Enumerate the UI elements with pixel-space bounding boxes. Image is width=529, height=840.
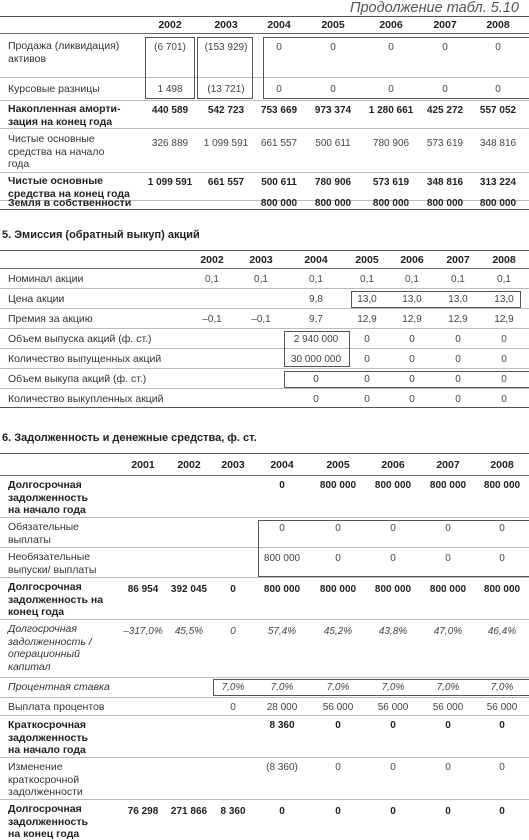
table-cell: 0 [409, 374, 415, 385]
row-label: Процентная ставка [8, 681, 110, 693]
table-cell: 271 866 [170, 806, 208, 817]
table-cell: 0 [330, 84, 336, 95]
table-cell: 780 906 [372, 138, 410, 149]
table-cell: 800 000 [483, 584, 521, 595]
table-cell: 9,7 [309, 314, 323, 325]
table-cell: 0 [364, 334, 370, 345]
row-label: Долгосрочная задолженность / операционный капитал [8, 623, 92, 673]
row-label: Обязательные выплаты [8, 521, 80, 546]
table-cell: 800 000 [263, 584, 301, 595]
table-header [0, 17, 529, 34]
year-header: 2007 [436, 459, 460, 471]
table-cell: 0 [445, 523, 451, 534]
row-label: Накопленная аморти- зация на конец года [8, 103, 121, 128]
table-cell: 0,1 [254, 274, 268, 285]
table-cell: 0 [230, 626, 236, 637]
table-cell: 557 052 [479, 105, 517, 116]
table-cell: 500 611 [315, 138, 351, 149]
table-cell: 753 669 [260, 105, 298, 116]
table-cell: 12,9 [402, 314, 422, 325]
table-cell: 326 889 [151, 138, 189, 149]
table-row [0, 34, 529, 78]
table-row [0, 289, 529, 309]
table-cell: 0 [501, 374, 507, 385]
row-label: Выплата процентов [8, 701, 105, 713]
row-label: Номинал акции [8, 273, 84, 285]
table-row [0, 129, 529, 173]
table-cell: 313 224 [479, 177, 517, 188]
table-cell: 780 906 [314, 177, 352, 188]
table-cell: 12,9 [357, 314, 377, 325]
table-row [0, 101, 529, 129]
table-cell: –0,1 [202, 314, 222, 325]
table-cell: 56 000 [486, 702, 518, 713]
table-cell: 0 [445, 806, 451, 817]
table-cell: 0 [455, 354, 461, 365]
table-cell: 573 619 [372, 177, 410, 188]
table-cell: 0 [279, 480, 285, 491]
table-cell: –317,0% [123, 626, 163, 637]
table-row [0, 620, 529, 678]
table-cell: 0 [364, 354, 370, 365]
table-cell: 13,0 [402, 294, 422, 305]
table-cell: 0 [501, 394, 507, 405]
table-cell: 0 [442, 42, 448, 53]
table-cell: 573 619 [426, 138, 464, 149]
table-cell: 0 [330, 42, 336, 53]
year-header: 2006 [379, 19, 403, 31]
year-header: 2005 [355, 254, 379, 266]
table-cell: 12,9 [448, 314, 468, 325]
table-cell: (6 701) [154, 42, 186, 53]
year-header: 2006 [381, 459, 405, 471]
table-row [0, 78, 529, 101]
table-cell: 1 099 591 [203, 138, 249, 149]
table-cell: 800 000 [260, 198, 298, 209]
year-header: 2002 [200, 254, 224, 266]
table-cell: 0 [335, 553, 341, 564]
table-cell: 1 498 [157, 84, 183, 95]
row-label: Долгосрочная задолженность на начало года [8, 479, 88, 516]
table-cell: 43,8% [378, 626, 408, 637]
share-issue-table [0, 250, 529, 408]
table-cell: 800 000 [314, 198, 352, 209]
row-label: Количество выпущенных акций [8, 353, 162, 365]
table-cell: 800 000 [319, 480, 357, 491]
table-cell: (153 929) [204, 42, 248, 53]
table-cell: 56 000 [322, 702, 354, 713]
row-label: Премия за акцию [8, 313, 93, 325]
row-label: Количество выкупленных акций [8, 393, 164, 405]
year-header: 2005 [326, 459, 350, 471]
table-cell: 0 [409, 354, 415, 365]
year-header: 2003 [214, 19, 238, 31]
table-cell: 0 [230, 584, 236, 595]
table-cell: 500 611 [261, 177, 297, 188]
table-cell: 7,0% [381, 682, 405, 693]
table-cell: 0 [335, 720, 341, 731]
table-cell: 0 [390, 720, 396, 731]
table-cell: 0,1 [451, 274, 465, 285]
year-header: 2004 [270, 459, 294, 471]
table-cell: 0,1 [497, 274, 511, 285]
table-cell: 13,0 [357, 294, 377, 305]
table-row [0, 716, 529, 758]
table-row [0, 678, 529, 698]
table-row [0, 309, 529, 329]
table-row [0, 269, 529, 289]
table-cell: 0 [409, 334, 415, 345]
table-cell: 0 [388, 42, 394, 53]
table-cell: 661 557 [207, 177, 245, 188]
table-cell: 542 723 [207, 105, 245, 116]
table-cell: 7,0% [221, 682, 245, 693]
table-cell: 0,1 [405, 274, 419, 285]
year-header: 2006 [400, 254, 424, 266]
table-cell: 86 954 [127, 584, 159, 595]
year-header: 2002 [158, 19, 182, 31]
year-header: 2002 [177, 459, 201, 471]
year-header: 2008 [490, 459, 514, 471]
row-label: Изменение краткосрочной задолженности [8, 761, 83, 798]
table-cell: 0 [409, 394, 415, 405]
table-cell: 425 272 [426, 105, 464, 116]
table-cell: 0 [390, 523, 396, 534]
table-cell: 0 [276, 84, 282, 95]
table-cell: 800 000 [426, 198, 464, 209]
table-cell: (13 721) [207, 84, 245, 95]
year-header: 2005 [321, 19, 345, 31]
row-label: Продажа (ликвидация) активов [8, 40, 120, 65]
table-cell: 45,2% [323, 626, 353, 637]
table-cell: 661 557 [260, 138, 298, 149]
table-cell: 0,1 [205, 274, 219, 285]
table-cell: 0 [499, 720, 505, 731]
table-cell: 7,0% [270, 682, 294, 693]
table-cell: 0 [313, 394, 319, 405]
table-cell: 0 [335, 806, 341, 817]
table-cell: 0 [501, 354, 507, 365]
table-continuation-caption: Продолжение табл. 5.10 [349, 0, 519, 16]
table-row [0, 329, 529, 349]
row-label: Чистые основные средства на конец года [8, 175, 130, 200]
table-row [0, 197, 529, 211]
table-cell: 0 [313, 374, 319, 385]
table-cell: 0 [495, 42, 501, 53]
table-cell: 46,4% [487, 626, 517, 637]
table-cell: 800 000 [429, 480, 467, 491]
row-label: Объем выкупа акций (ф. ст.) [8, 373, 147, 385]
table-cell: 7,0% [436, 682, 460, 693]
table-header [0, 251, 529, 269]
table-cell: 0 [499, 762, 505, 773]
row-label: Необязательные выпуски/ выплаты [8, 551, 97, 576]
table-cell: 1 280 661 [368, 105, 414, 116]
table-cell: 800 000 [319, 584, 357, 595]
table-cell: 0 [501, 334, 507, 345]
table-cell: 0 [499, 553, 505, 564]
table-cell: 392 045 [170, 584, 208, 595]
table-cell: 0,1 [309, 274, 323, 285]
table-cell: 0 [455, 374, 461, 385]
year-header: 2003 [249, 254, 273, 266]
table-row [0, 389, 529, 409]
year-header: 2001 [131, 459, 155, 471]
table-cell: 0 [230, 702, 236, 713]
table-cell: 800 000 [372, 198, 410, 209]
table-cell: 13,0 [494, 294, 514, 305]
table-row [0, 548, 529, 578]
table-cell: 8 360 [220, 806, 246, 817]
table-cell: 0 [442, 84, 448, 95]
year-header: 2004 [304, 254, 328, 266]
table-cell: 800 000 [263, 553, 301, 564]
table-cell: 45,5% [174, 626, 204, 637]
row-label: Долгосрочная задолженность на конец года [8, 581, 104, 618]
table-cell: 800 000 [374, 480, 412, 491]
table-cell: 28 000 [266, 702, 298, 713]
table-cell: 0 [276, 42, 282, 53]
table-cell: 0 [335, 523, 341, 534]
section-title: 6. Задолженность и денежные средства, ф. ст. [2, 432, 257, 444]
table-cell: 30 000 000 [290, 354, 342, 365]
table-row [0, 369, 529, 389]
table-cell: 0 [445, 720, 451, 731]
year-header: 2008 [486, 19, 510, 31]
table-row [0, 698, 529, 716]
table-cell: 0,1 [360, 274, 374, 285]
year-header: 2003 [221, 459, 245, 471]
table-cell: 0 [364, 394, 370, 405]
table-header [0, 454, 529, 476]
table-cell: 8 360 [269, 720, 295, 731]
table-cell: 76 298 [127, 806, 159, 817]
table-cell: 1 099 591 [147, 177, 193, 188]
table-cell: 0 [499, 806, 505, 817]
table-cell: –0,1 [251, 314, 271, 325]
table-cell: 973 374 [314, 105, 352, 116]
year-header: 2004 [267, 19, 291, 31]
table-cell: 13,0 [448, 294, 468, 305]
table-row [0, 349, 529, 369]
table-cell: 56 000 [432, 702, 464, 713]
section-title: 5. Эмиссия (обратный выкуп) акций [2, 229, 200, 241]
table-cell: 0 [279, 806, 285, 817]
table-cell: 0 [499, 523, 505, 534]
table-cell: 800 000 [374, 584, 412, 595]
row-label: Краткосрочная задолженность на начало года [8, 719, 88, 756]
table-cell: 9,8 [309, 294, 323, 305]
table-cell: 0 [455, 334, 461, 345]
table-cell: 7,0% [490, 682, 514, 693]
debt-cash-table [0, 453, 529, 840]
table-cell: 7,0% [326, 682, 350, 693]
row-label: Объем выпуска акций (ф. ст.) [8, 333, 152, 345]
table-cell: 0 [279, 523, 285, 534]
table-cell: 348 816 [426, 177, 464, 188]
table-row [0, 800, 529, 840]
table-cell: 348 816 [479, 138, 517, 149]
table-cell: 0 [445, 762, 451, 773]
year-header: 2007 [446, 254, 470, 266]
table-row [0, 476, 529, 518]
table-cell: 800 000 [483, 480, 521, 491]
fixed-assets-table [0, 16, 529, 210]
row-label: Земля в собственности [8, 197, 132, 209]
row-label: Чистые основные средства на начало года [8, 133, 105, 170]
table-cell: 57,4% [267, 626, 297, 637]
table-cell: 0 [364, 374, 370, 385]
table-cell: 800 000 [429, 584, 467, 595]
table-cell: 0 [390, 553, 396, 564]
year-header: 2007 [433, 19, 457, 31]
row-label: Цена акции [8, 293, 65, 305]
table-row [0, 758, 529, 800]
row-label: Долгосрочная задолженность на конец года [8, 803, 88, 840]
table-cell: (8 360) [266, 762, 298, 773]
table-cell: 0 [445, 553, 451, 564]
table-row [0, 518, 529, 548]
table-cell: 440 589 [151, 105, 189, 116]
table-cell: 47,0% [433, 626, 463, 637]
row-label: Курсовые разницы [8, 83, 100, 95]
table-cell: 2 940 000 [293, 334, 339, 345]
table-cell: 0 [390, 762, 396, 773]
table-row [0, 578, 529, 620]
table-cell: 0 [388, 84, 394, 95]
table-cell: 0 [335, 762, 341, 773]
table-cell: 0 [495, 84, 501, 95]
table-cell: 0 [390, 806, 396, 817]
table-cell: 0 [455, 394, 461, 405]
table-cell: 12,9 [494, 314, 514, 325]
table-cell: 56 000 [377, 702, 409, 713]
year-header: 2008 [492, 254, 516, 266]
table-cell: 800 000 [479, 198, 517, 209]
